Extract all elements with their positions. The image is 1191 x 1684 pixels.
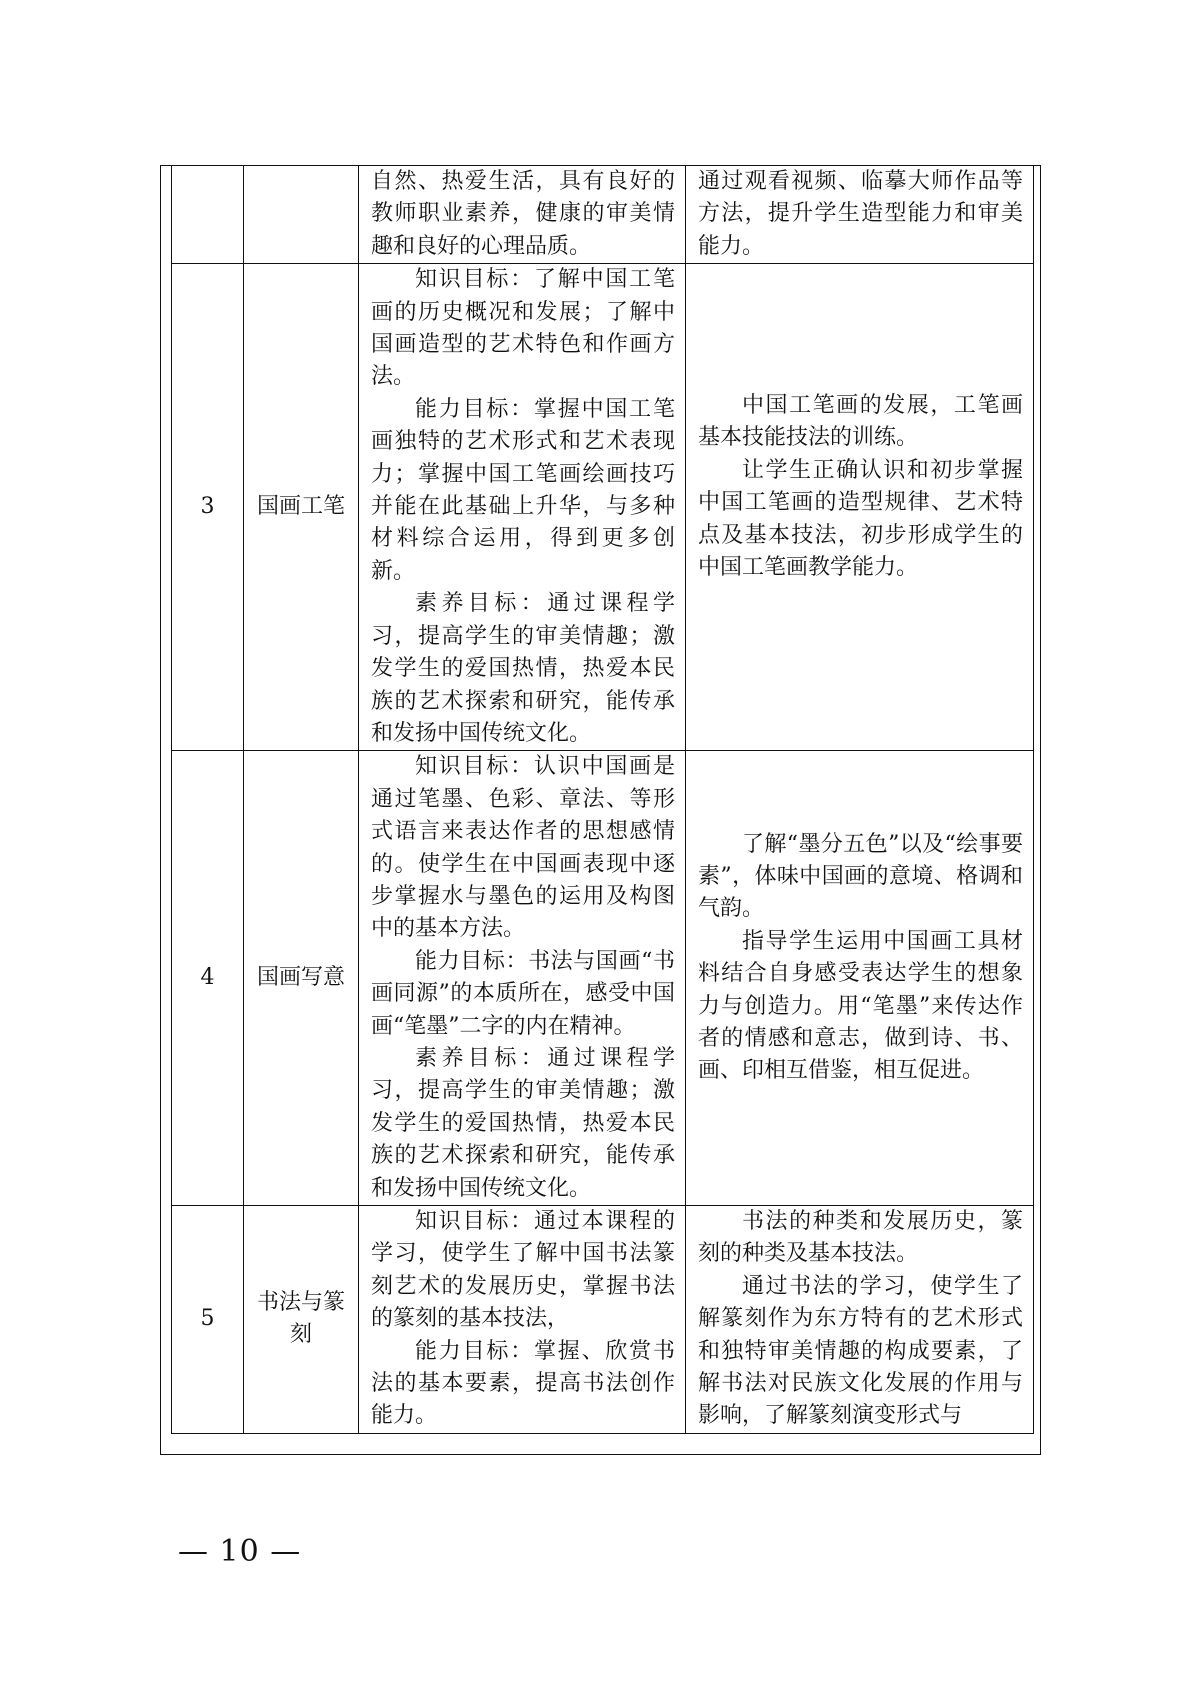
table-row	[172, 1206, 1034, 1434]
content-paragraph: 中国工笔画的发展，工笔画基本技能技法的训练。	[698, 393, 1023, 451]
course-goal-cell	[359, 1206, 686, 1434]
content-paragraph: 通过书法的学习，使学生了解篆刻作为东方特有的艺术形式和独特审美情趣的构成要素，了解书法对民族文化发展的作用与影响，了解篆刻演变形式与	[698, 1273, 1023, 1429]
course-goal-cell	[359, 751, 686, 1206]
content-paragraph: 书法的种类和发展历史，篆刻的种类及基本技法。	[698, 1209, 1023, 1267]
page-number: — 10 —	[178, 1534, 302, 1569]
course-name-cell: 书法与篆刻	[244, 1206, 359, 1434]
course-content-cell	[686, 264, 1034, 751]
row-number-cell: 3	[172, 264, 244, 751]
table-row	[172, 264, 1034, 751]
course-table	[171, 165, 1034, 1434]
table-row	[172, 166, 1034, 264]
course-content-cell	[686, 166, 1034, 264]
row-number-cell: 5	[172, 1206, 244, 1434]
goal-paragraph: 自然、热爱生活，具有良好的教师职业素养，健康的审美情趣和良好的心理品质。	[371, 169, 675, 259]
course-content-cell	[686, 751, 1034, 1206]
ability-goal: 能力目标：掌握、欣赏书法的基本要素，提高书法创作能力。	[371, 1338, 675, 1429]
content-paragraph: 让学生正确认识和初步掌握中国工笔画的造型规律、艺术特点及基本技法，初步形成学生的中国工笔画教学能力。	[698, 457, 1023, 581]
knowledge-goal: 知识目标：通过本课程的学习，使学生了解中国书法篆刻艺术的发展历史，掌握书法的篆刻的基本技法，	[371, 1209, 675, 1332]
course-goal-cell	[359, 264, 686, 751]
content-paragraph: 通过观看视频、临摹大师作品等方法，提升学生造型能力和审美能力。	[698, 169, 1023, 259]
course-goal-cell	[359, 166, 686, 264]
row-number-cell: 4	[172, 751, 244, 1206]
ability-goal: 能力目标：书法与国画“书画同源”的本质所在，感受中国画“笔墨”二字的内在精神。	[371, 948, 675, 1039]
content-paragraph: 了解“墨分五色”以及“绘事要素”，体味中国画的意境、格调和气韵。	[698, 831, 1023, 922]
literacy-goal: 素养目标：通过课程学习，提高学生的审美情趣；激发学生的爱国热情，热爱本民族的艺术探索和研究，能传承和发扬中国传统文化。	[371, 591, 675, 746]
row-number-cell	[172, 166, 244, 264]
knowledge-goal: 知识目标：了解中国工笔画的历史概况和发展；了解中国画造型的艺术特色和作画方法。	[371, 267, 675, 390]
content-paragraph: 指导学生运用中国画工具材料结合自身感受表达学生的想象力与创造力。用“笔墨”来传达作者的情感和意志，做到诗、书、画、印相互借鉴，相互促进。	[698, 928, 1023, 1084]
course-name-cell: 国画写意	[244, 751, 359, 1206]
course-name-cell: 国画工笔	[244, 264, 359, 751]
knowledge-goal: 知识目标：认识中国画是通过笔墨、色彩、章法、等形式语言来表达作者的思想感情的。使学生在中国画表现中逐步掌握水与墨色的运用及构图中的基本方法。	[371, 754, 675, 942]
course-name-cell	[244, 166, 359, 264]
course-content-cell	[686, 1206, 1034, 1434]
ability-goal: 能力目标：掌握中国工笔画独特的艺术形式和艺术表现力；掌握中国工笔画绘画技巧并能在此基础上升华，与多种材料综合运用，得到更多创新。	[371, 396, 675, 584]
table-row	[172, 751, 1034, 1206]
literacy-goal: 素养目标：通过课程学习，提高学生的审美情趣；激发学生的爱国热情，热爱本民族的艺术探索和研究，能传承和发扬中国传统文化。	[371, 1045, 675, 1201]
